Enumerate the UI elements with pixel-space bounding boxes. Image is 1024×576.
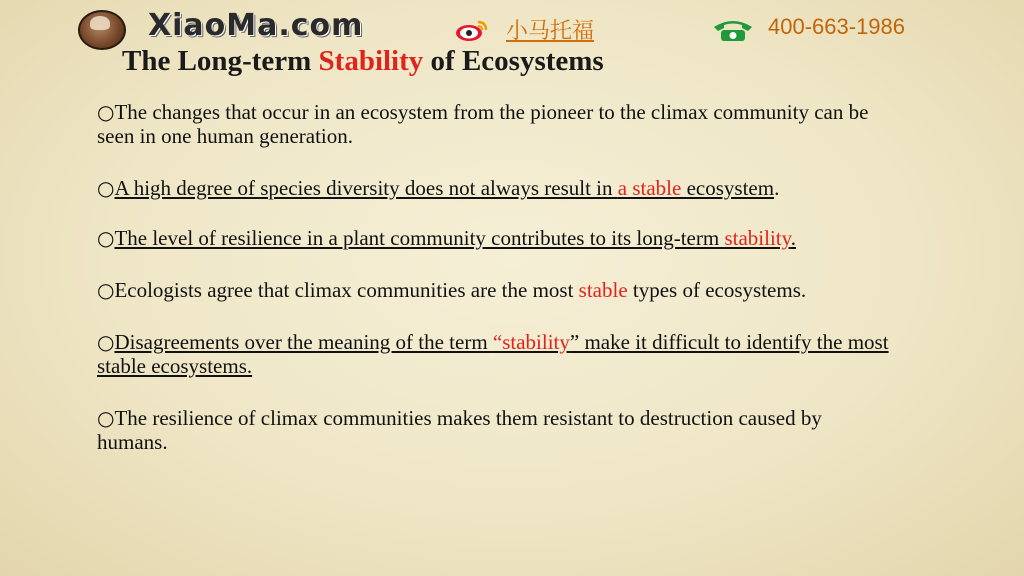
statement-4 xyxy=(97,278,897,302)
statement-text-part: Ecologists agree that climax communities are the most xyxy=(114,278,579,302)
weibo-icon[interactable] xyxy=(454,18,490,42)
statement-text xyxy=(114,226,796,250)
bullet-marker: ○ xyxy=(97,100,115,124)
statement-text xyxy=(97,330,889,378)
slide-title xyxy=(122,45,604,78)
statement-2 xyxy=(97,176,897,200)
statement-highlight: stability xyxy=(724,226,791,250)
weibo-link[interactable]: 小马托福 xyxy=(506,19,595,44)
statement-text-part: ” make it difficult to identify the most stable ecosystems. xyxy=(97,330,889,378)
statement-highlight: a stable xyxy=(617,176,687,200)
bullet-marker: ○ xyxy=(97,330,115,354)
statement-punctuation: . xyxy=(774,176,780,200)
statement-highlight: stable xyxy=(578,278,628,302)
statement-text-part: The level of resilience in a plant community contributes to its long-term xyxy=(114,226,725,250)
title-highlight: Stability xyxy=(318,45,424,77)
statement-list xyxy=(97,100,897,454)
statement-text xyxy=(114,176,774,200)
phone-number: 400-663-1986 xyxy=(768,14,906,39)
statement-text: The resilience of climax communities makes them resistant to destruction caused by humans. xyxy=(97,406,822,454)
statement-1 xyxy=(97,100,897,148)
statement-highlight: “stability xyxy=(492,330,570,354)
bullet-marker: ○ xyxy=(97,226,115,250)
site-logo-text[interactable]: XiaoMa.com xyxy=(148,8,364,43)
statement-text-part: types of ecosystems. xyxy=(627,278,807,302)
statement-text-part: ecosystem xyxy=(686,176,775,200)
statement-text-part: A high degree of species diversity does not always result in xyxy=(114,176,618,200)
statement-punctuation: . xyxy=(790,226,797,250)
statement-5 xyxy=(97,330,897,378)
statement-6 xyxy=(97,406,897,454)
statement-text-part: Disagreements over the meaning of the term xyxy=(114,330,493,354)
statement-3 xyxy=(97,226,897,250)
bullet-marker: ○ xyxy=(97,278,115,302)
bullet-marker: ○ xyxy=(97,176,115,200)
telephone-icon xyxy=(712,18,754,42)
statement-text: The changes that occur in an ecosystem from the pioneer to the climax community can be seen in one human generation. xyxy=(97,100,869,148)
bullet-marker: ○ xyxy=(97,406,115,430)
title-part1: The Long-term xyxy=(122,45,319,77)
title-part2: of Ecosystems xyxy=(423,45,604,77)
horse-head-logo-icon[interactable] xyxy=(78,10,126,50)
